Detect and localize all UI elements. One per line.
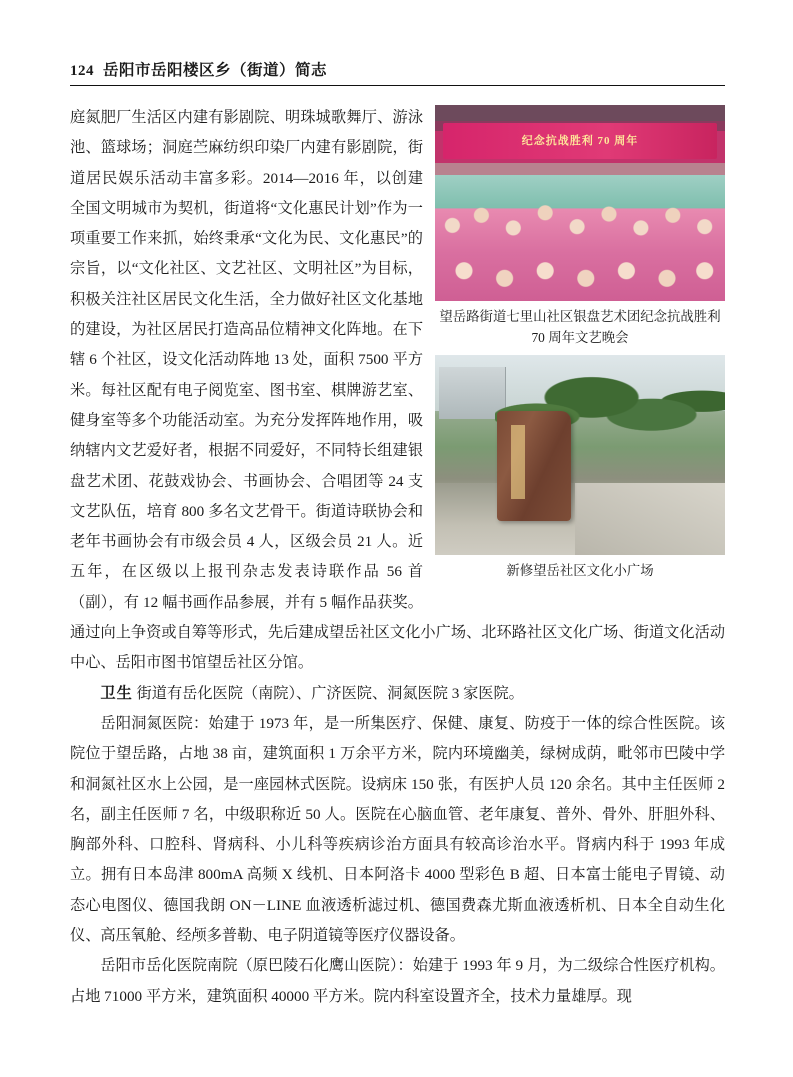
page-title: 岳阳市岳阳楼区乡（街道）简志 [103,62,328,79]
square-photo-image [435,355,725,555]
page-header [70,58,725,86]
pavement-region [575,483,725,555]
paragraph-culture: 庭氮肥厂生活区内建有影剧院、明珠城歌舞厅、游泳池、篮球场；洞庭苎麻纺织印染厂内建有影剧院，街道居民娱乐活动丰富多彩。2014—2016 年，以创建全国文明城市为契机，街道将“文化惠民计划”作为一项重要工作来抓，始终秉承“文化为民、文化惠民”的宗旨，以“文化社区、文艺社区、文明社区”为目标，积极关注社区居民文化生活，全力做好社区文化基地的建设，为社区居民打造高品位精神文化阵地。在下辖 6 个社区，设文化活动阵地 13 处，面积 7500 平方米。每社区配有电子阅览室、图书室、棋牌游艺室、健身室等多个功能活动室。为充分发挥阵地作用，吸纳辖内文艺爱好者，根据不同爱好，不同特长组建银盘艺术团、花鼓戏协会、书画协会、合唱团等 24 支文艺队伍，培育 800 多名文艺骨干。街道诗联协会和老年书画协会有市级会员 4 人，区级会员 21 人。近五年，在区级以上报刊杂志发表诗联作品 56 首（副），有 12 幅书画作品参展，并有 5 幅作品获奖。通过向上争资或自筹等形式，先后建成望岳社区文化小广场、北环路社区文化广场、街道文化活动中心、岳阳市图书馆望岳社区分馆。 [70,109,725,672]
header-divider [70,85,725,86]
figure-caption: 望岳路街道七里山社区银盘艺术团纪念抗战胜利 70 周年文艺晚会 [439,309,721,345]
section-label-health: 卫生 [100,684,133,702]
page-number: 124 [70,63,94,79]
crowd-illustration [435,175,725,301]
banner-text: 纪念抗战胜利 70 周年 [443,123,717,159]
header-line [70,58,725,80]
page-content [70,103,725,1012]
figure-column [435,105,725,588]
group-photo-image [435,105,725,301]
paragraph-health [70,679,725,709]
figure-caption: 新修望岳社区文化小广场 [506,563,654,578]
figure-square-photo [435,355,725,581]
stone-monument [497,411,571,521]
paragraph-dongdan-hospital: 岳阳洞氮医院：始建于 1973 年，是一所集医疗、保健、康复、防疫于一体的综合性医院。该院位于望岳路，占地 38 亩，建筑面积 1 万余平方米，院内环境幽美，绿树成荫，毗邻市巴陵中学和洞氮社区水上公园，是一座园林式医院。设病床 150 张，有医护人员 120 余名。其中主任医师 2 名，副主任医师 7 名，中级职称近 50 人。医院在心脑血管、老年康复、普外、骨外、肝胆外科、胸部外科、口腔科、肾病科、小儿科等疾病诊治方面具有较高诊治水平。肾病内科于 1993 年成立。拥有日本岛津 800mA 高频 X 线机、日本阿洛卡 4000 型彩色 B 超、日本富士能电子胃镜、动态心电图仪、德国我朗 ON－LINE 血液透析滤过机、德国费森尤斯血液透析机、日本全自动生化仪、高压氧舱、经颅多普勒、电子阴道镜等医疗仪器设备。 [70,714,726,945]
paragraph-yuehua-hospital: 岳阳市岳化医院南院（原巴陵石化鹰山医院）：始建于 1993 年 9 月，为二级综合性医疗机构。占地 71000 平方米，建筑面积 40000 平方米。院内科室设置齐全，技术力量雄厚。现 [70,957,725,1005]
section-text-health: 街道有岳化医院（南院）、广济医院、洞氮医院 3 家医院。 [136,684,524,702]
figure-group-photo [435,105,725,348]
